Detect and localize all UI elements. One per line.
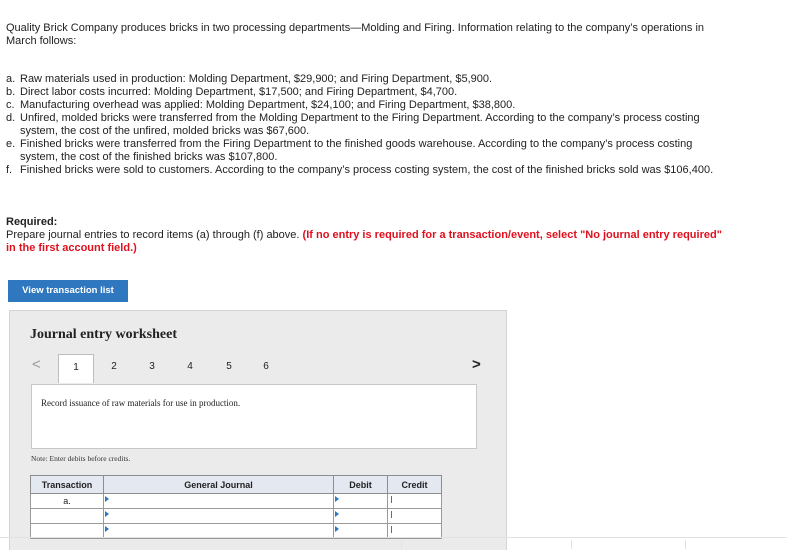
item-key: f. xyxy=(6,164,13,176)
tab-4[interactable]: 4 xyxy=(187,361,193,372)
divider-tick xyxy=(401,540,402,549)
table-row xyxy=(31,509,442,524)
entry-description: Record issuance of raw materials for use in production. xyxy=(41,398,241,408)
item-f xyxy=(6,164,726,177)
tab-2[interactable]: 2 xyxy=(111,361,117,372)
item-key: c. xyxy=(6,99,15,111)
cursor-marker-icon xyxy=(391,496,392,503)
cursor-marker-icon xyxy=(391,526,392,533)
item-text: Finished bricks were transferred from the Firing Department to the finished goods warehouse. According to the company’s process costing system, the cost of the finished bricks was $107,800. xyxy=(20,138,693,163)
debit-field[interactable] xyxy=(334,509,388,524)
dropdown-marker-icon xyxy=(105,511,109,517)
divider-tick xyxy=(685,540,686,549)
view-transaction-list-button[interactable]: View transaction list xyxy=(8,280,128,302)
required-note: (If no entry is required for a transaction/event, select "No journal entry required" in the first account field.) xyxy=(6,229,722,254)
col-general-journal: General Journal xyxy=(104,476,334,494)
item-d xyxy=(6,112,726,138)
cursor-marker-icon xyxy=(391,511,392,518)
table-row xyxy=(31,494,442,509)
account-field[interactable] xyxy=(104,494,334,509)
tab-6[interactable]: 6 xyxy=(263,361,269,372)
tab-3[interactable]: 3 xyxy=(149,361,155,372)
item-text: Direct labor costs incurred: Molding Department, $17,500; and Firing Department, $4,700. xyxy=(20,86,458,98)
item-e xyxy=(6,138,726,164)
dropdown-marker-icon xyxy=(105,496,109,502)
item-text: Finished bricks were sold to customers. According to the company’s process costing system, the cost of the finished bricks sold was $106,400. xyxy=(20,164,714,176)
worksheet-title: Journal entry worksheet xyxy=(30,327,177,342)
next-arrow-icon[interactable]: > xyxy=(472,356,481,373)
transaction-cell: a. xyxy=(31,494,104,509)
item-key: e. xyxy=(6,138,16,150)
debit-field[interactable] xyxy=(334,494,388,509)
item-key: a. xyxy=(6,73,16,85)
required-heading: Required: xyxy=(6,216,58,228)
entry-description-box xyxy=(31,384,477,449)
journal-entry-worksheet xyxy=(9,310,507,550)
required-text: Prepare journal entries to record items (a) through (f) above. xyxy=(6,229,300,241)
transaction-cell xyxy=(31,509,104,524)
transaction-items xyxy=(6,73,726,177)
dropdown-marker-icon xyxy=(105,526,109,532)
dropdown-marker-icon xyxy=(335,511,339,517)
item-c xyxy=(6,99,726,112)
item-a xyxy=(6,73,726,86)
tab-1[interactable]: 1 xyxy=(58,354,94,383)
item-text: Manufacturing overhead was applied: Molding Department, $24,100; and Firing Department, $38,800. xyxy=(20,99,516,111)
item-key: d. xyxy=(6,112,16,124)
item-b xyxy=(6,86,726,99)
credit-field[interactable] xyxy=(388,494,442,509)
divider-tick xyxy=(571,540,572,549)
col-debit: Debit xyxy=(334,476,388,494)
page-divider xyxy=(0,537,787,538)
item-text: Unfired, molded bricks were transferred from the Molding Department to the Firing Department. According to the company’s process costing system, the cost of the unfired, molded bricks was $67,600. xyxy=(20,112,700,137)
problem-intro: Quality Brick Company produces bricks in two processing departments—Molding and Firing. Information relating to the company’s operations in March follows: xyxy=(6,22,705,47)
required-instructions xyxy=(6,229,726,255)
col-credit: Credit xyxy=(388,476,442,494)
journal-table xyxy=(30,475,442,539)
tab-5[interactable]: 5 xyxy=(226,361,232,372)
dropdown-marker-icon xyxy=(335,496,339,502)
item-key: b. xyxy=(6,86,16,98)
item-text: Raw materials used in production: Molding Department, $29,900; and Firing Department, $5,900. xyxy=(20,73,493,85)
credit-field[interactable] xyxy=(388,509,442,524)
account-field[interactable] xyxy=(104,509,334,524)
prev-arrow-icon[interactable]: < xyxy=(32,356,41,373)
dropdown-marker-icon xyxy=(335,526,339,532)
col-transaction: Transaction xyxy=(31,476,104,494)
debits-note: Note: Enter debits before credits. xyxy=(31,454,131,463)
